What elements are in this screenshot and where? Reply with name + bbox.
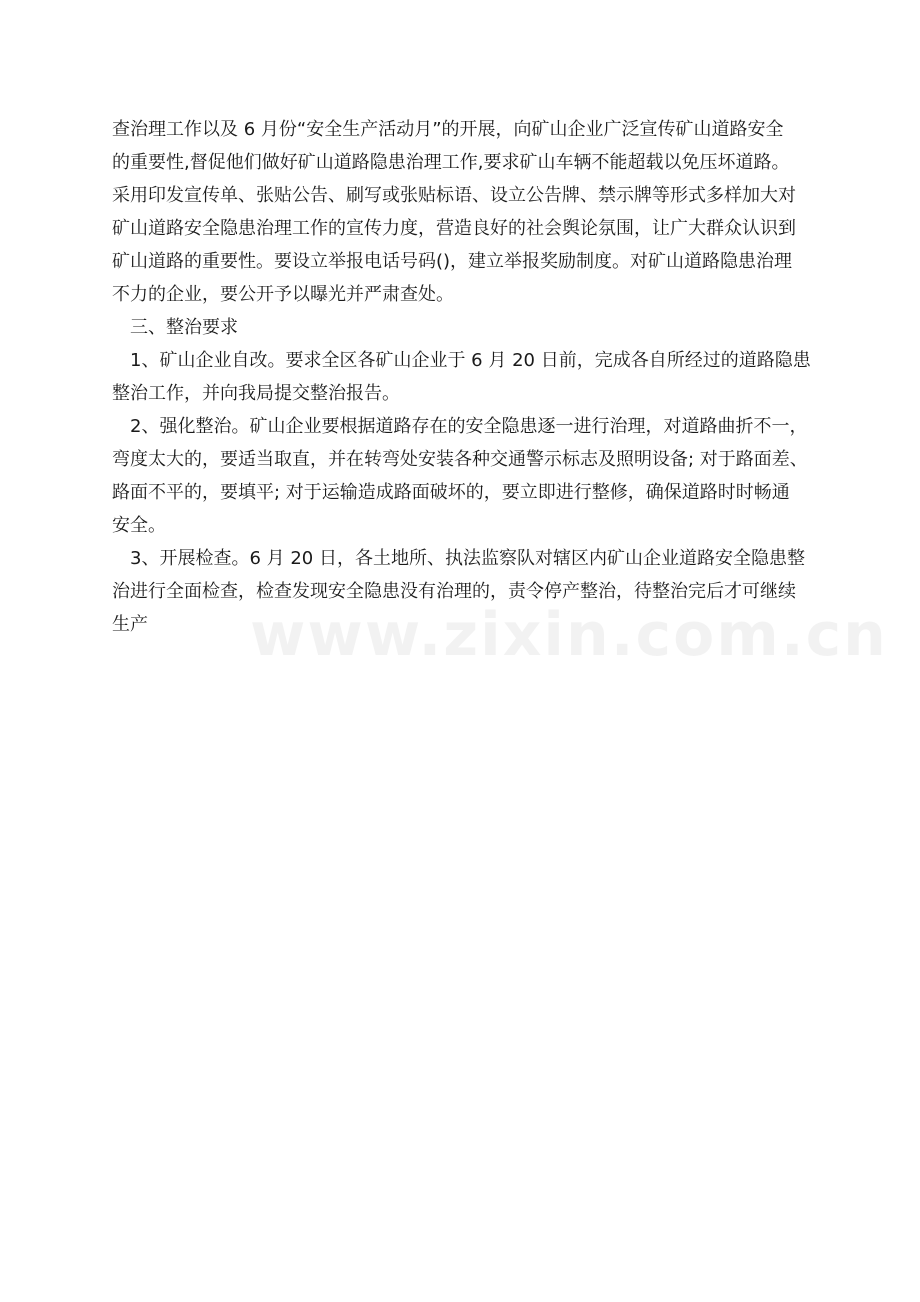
- text-line: 安全。: [112, 515, 166, 536]
- watermark: www.zixin.com.cn: [250, 600, 888, 670]
- text-line: 矿山道路的重要性。要设立举报电话号码()，建立举报奖励制度。对矿山道路隐患治理: [112, 251, 793, 272]
- text-line: 3、开展检查。6 月 20 日，各土地所、执法监察队对辖区内矿山企业道路安全隐患整: [130, 548, 805, 569]
- text-line: 整治工作，并向我局提交整治报告。: [112, 383, 400, 404]
- text-line: 矿山道路安全隐患治理工作的宣传力度，营造良好的社会舆论氛围，让广大群众认识到: [112, 218, 796, 239]
- text-line: 弯度太大的，要适当取直，并在转弯处安装各种交通警示标志及照明设备; 对于路面差、: [112, 449, 808, 470]
- text-line: 治进行全面检查，检查发现安全隐患没有治理的，责令停产整治，待整治完后才可继续: [112, 581, 796, 602]
- document-body: [112, 113, 817, 641]
- text-line: 路面不平的，要填平; 对于运输造成路面破坏的，要立即进行整修，确保道路时时畅通: [112, 482, 790, 503]
- section-heading: 三、整治要求: [130, 317, 238, 338]
- text-line: 2、强化整治。矿山企业要根据道路存在的安全隐患逐一进行治理，对道路曲折不一，: [130, 416, 808, 437]
- text-line: 采用印发宣传单、张贴公告、刷写或张贴标语、设立公告牌、禁示牌等形式多样加大对: [112, 185, 796, 206]
- text-line: 查治理工作以及 6 月份“安全生产活动月”的开展，向矿山企业广泛宣传矿山道路安全: [112, 119, 784, 140]
- text-line: 生产: [112, 614, 148, 635]
- text-line: 1、矿山企业自改。要求全区各矿山企业于 6 月 20 日前，完成各自所经过的道路隐患: [130, 350, 811, 371]
- text-line: 不力的企业，要公开予以曝光并严肃查处。: [112, 284, 454, 305]
- text-line: 的重要性,督促他们做好矿山道路隐患治理工作,要求矿山车辆不能超载以免压坏道路。: [112, 152, 790, 173]
